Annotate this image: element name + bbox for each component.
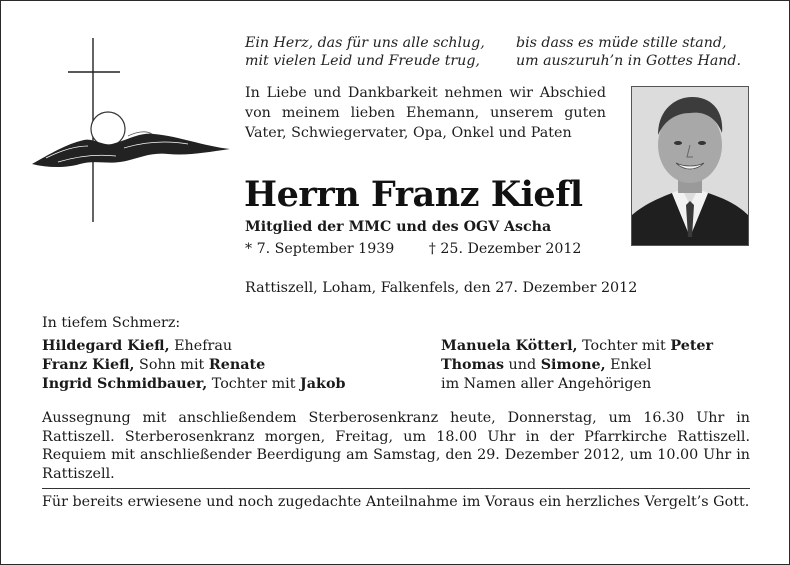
mourner-partner: Renate <box>208 357 266 373</box>
birth-date: * 7. September 1939 <box>245 241 395 257</box>
poem-right <box>516 34 741 70</box>
poem-left <box>245 34 485 70</box>
mourner-relation: Enkel <box>605 357 652 373</box>
cross-sun-mountains-icon <box>28 36 233 226</box>
intro-text: In Liebe und Dankbarkeit nehmen wir Abschied von meinem lieben Ehemann, unserem guten Vater, Schwiegervater, Opa, Onkel und Paten <box>245 85 606 141</box>
mourners-right <box>441 337 713 394</box>
funeral-notice: Aussegnung mit anschließendem Sterberosenkranz heute, Donnerstag, um 16.30 Uhr in Rattiszell. Sterberosenkranz morgen, Freitag, um 18.00 Uhr in der Pfarrkirche Rattiszell. Requiem mit anschließender Beerdigung am Samstag, den 29. Dezember 2012, um 10.00 Uhr in Rattiszell. <box>42 410 750 482</box>
mourners-left <box>42 337 346 394</box>
mourner-relation: Tochter mit <box>207 376 301 392</box>
divider <box>42 488 750 489</box>
deceased-name: Herrn Franz Kiefl <box>244 174 583 215</box>
mourner-line: im Namen aller Angehörigen <box>441 376 652 392</box>
mourner-partner: Peter <box>670 338 714 354</box>
poem-line: um auszuruh’n in Gottes Hand. <box>516 53 742 69</box>
mourner-connector: und <box>504 357 541 373</box>
mourner-line <box>441 337 713 356</box>
membership-line: Mitglied der MMC und des OGV Ascha <box>245 219 552 235</box>
mourner-name: Thomas <box>441 357 505 373</box>
mourner-name: Manuela Kötterl, <box>441 338 578 354</box>
poem-line: mit vielen Leid und Freude trug, <box>245 53 480 69</box>
mourner-relation: Tochter mit <box>577 338 671 354</box>
mourner-line <box>42 337 346 356</box>
thanks-note: Für bereits erwiesene und noch zugedachte Anteilnahme im Voraus ein herzliches Vergelt’s Gott. <box>42 494 750 510</box>
mourner-relation: Ehefrau <box>169 338 233 354</box>
life-dates <box>245 241 581 257</box>
mourner-name: Simone, <box>540 357 606 373</box>
portrait-photo <box>631 86 749 246</box>
mourner-line <box>42 356 346 375</box>
mourner-line <box>441 356 713 375</box>
mourner-name: Ingrid Schmidbauer, <box>42 376 208 392</box>
poem-line: bis dass es müde stille stand, <box>516 35 727 51</box>
poem-line: Ein Herz, das für uns alle schlug, <box>245 35 485 51</box>
mourner-name: Franz Kiefl, <box>42 357 135 373</box>
mourner-line <box>42 375 346 394</box>
mourner-partner: Jakob <box>300 376 346 392</box>
place-date: Rattiszell, Loham, Falkenfels, den 27. Dezember 2012 <box>245 280 638 296</box>
mourner-name: Hildegard Kiefl, <box>42 338 170 354</box>
death-date: † 25. Dezember 2012 <box>428 241 582 257</box>
mourner-relation: Sohn mit <box>134 357 209 373</box>
mourners-title: In tiefem Schmerz: <box>42 315 181 331</box>
